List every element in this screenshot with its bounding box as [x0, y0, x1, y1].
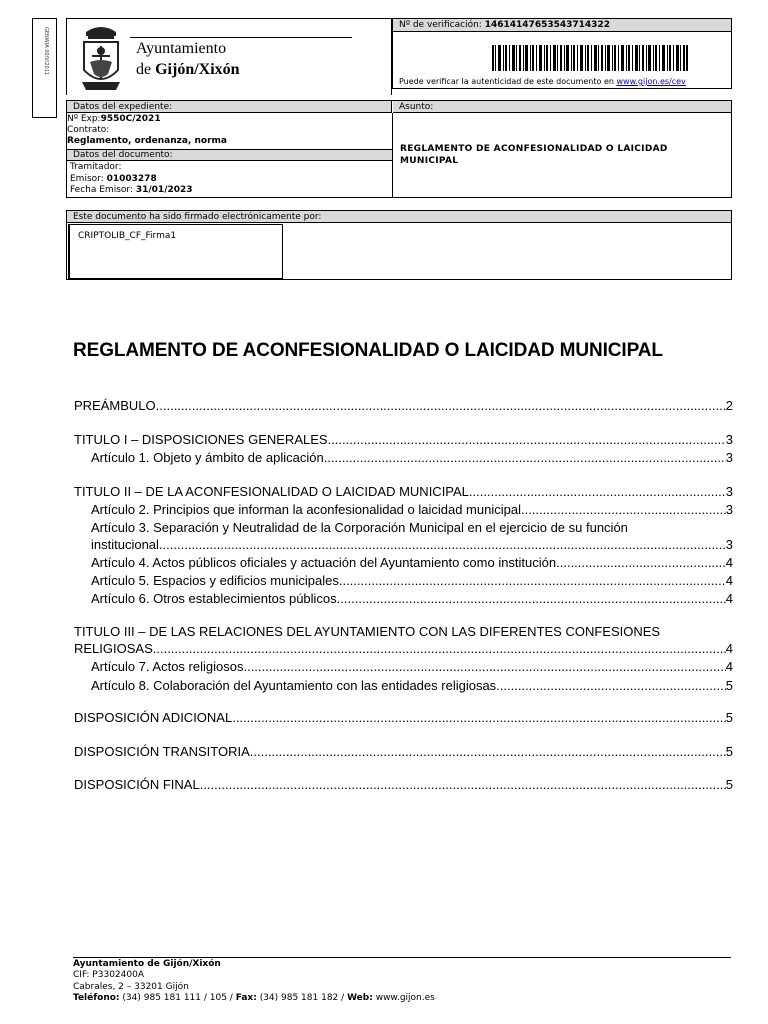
toc-page-number: 3 — [725, 502, 733, 517]
toc-entry-text: institucional — [91, 537, 159, 552]
toc-leader — [337, 590, 726, 608]
toc-entry-text: DISPOSICIÓN ADICIONAL — [74, 710, 233, 725]
side-strip-text: GENWIA 00/V/2011 — [43, 27, 49, 76]
footer-cif: CIF: P3302400A — [73, 970, 144, 980]
toc-page-number: 5 — [725, 710, 733, 725]
ayuntamiento-city — [136, 61, 240, 79]
toc-entry-articulo-6[interactable] — [91, 590, 733, 608]
toc-entry-articulo-4[interactable] — [91, 554, 733, 572]
footer-fax-label: Fax: — [235, 993, 257, 1003]
fecha-emisor-row — [70, 185, 193, 196]
emisor-row — [70, 174, 157, 185]
toc-leader — [324, 449, 726, 467]
footer-org: Ayuntamiento de Gijón/Xixón — [73, 959, 221, 969]
toc-leader — [556, 554, 726, 572]
exp-number-label: Nº Exp: — [67, 114, 101, 124]
logo-rule — [130, 37, 352, 38]
toc-page-number: 3 — [725, 432, 733, 447]
toc-page-number: 2 — [725, 398, 733, 413]
toc-page-number: 4 — [725, 659, 733, 674]
toc-entry-disposicion-transitoria[interactable] — [74, 743, 733, 761]
toc-entry-articulo-3-line-1[interactable]: Artículo 3. Separación y Neutralidad de la Corporación Municipal en el ejercicio de su función — [91, 520, 628, 535]
verification-note-text: Puede verificar la autenticidad de este documento en — [399, 77, 614, 86]
documento-header: Datos del documento: — [67, 149, 392, 161]
side-strip — [32, 18, 57, 118]
toc-entry-articulo-8[interactable] — [91, 677, 733, 695]
toc-entry-text: Artículo 7. Actos religiosos — [91, 659, 244, 674]
emisor-value: 01003278 — [106, 174, 157, 184]
toc-leader — [159, 536, 726, 554]
footer-address: Cabrales, 2 – 33201 Gijón — [73, 982, 189, 992]
expediente-header: Datos del expediente: — [67, 101, 392, 113]
toc-leader — [339, 572, 726, 590]
toc-entry-articulo-2[interactable] — [91, 501, 733, 519]
toc-entry-articulo-1[interactable] — [91, 449, 733, 467]
toc-leader — [156, 397, 726, 415]
toc-entry-text: PREÁMBULO — [74, 398, 156, 413]
contrato-label: Contrato: — [67, 125, 110, 135]
toc-entry-titulo-1[interactable] — [74, 431, 733, 449]
footer-web-label: Web: — [347, 993, 373, 1003]
footer-contact — [73, 993, 435, 1004]
toc-entry-titulo-3-line-1[interactable]: TITULO III – DE LAS RELACIONES DEL AYUNTAMIENTO CON LAS DIFERENTES CONFESIONES — [74, 624, 661, 639]
footer-web-link[interactable]: www.gijon.es — [375, 993, 435, 1003]
toc-page-number: 5 — [725, 744, 733, 759]
toc-leader — [496, 677, 726, 695]
footer-tel-label: Teléfono: — [73, 993, 120, 1003]
toc-entry-disposicion-final[interactable] — [74, 776, 733, 794]
toc-entry-articulo-3[interactable] — [91, 536, 733, 554]
barcode-icon — [492, 45, 688, 71]
toc-leader — [200, 776, 726, 794]
toc-leader — [328, 431, 726, 449]
toc-page-number: 5 — [725, 678, 733, 693]
asunto-line-2: MUNICIPAL — [400, 156, 459, 166]
toc-entry-articulo-7[interactable] — [91, 658, 733, 676]
signature-name: CRIPTOLIB_CF_Firma1 — [78, 231, 177, 241]
toc-page-number: 4 — [725, 573, 733, 588]
contrato-value: Reglamento, ordenanza, norma — [67, 136, 227, 146]
toc-entry-text: RELIGIOSAS — [74, 641, 153, 656]
toc-entry-text: DISPOSICIÓN TRANSITORIA — [74, 744, 250, 759]
toc-entry-text: Artículo 4. Actos públicos oficiales y actuación del Ayuntamiento como institución — [91, 555, 557, 570]
toc-leader — [243, 658, 725, 676]
toc-leader — [469, 483, 726, 501]
toc-entry-text: Artículo 6. Otros establecimientos públicos — [91, 591, 337, 606]
toc-page-number: 3 — [725, 537, 733, 552]
toc-entry-disposicion-adicional[interactable] — [74, 709, 733, 727]
toc-entry-titulo-2[interactable] — [74, 483, 733, 501]
toc-page-number: 4 — [725, 555, 733, 570]
toc-entry-text: Artículo 8. Colaboración del Ayuntamiento con las entidades religiosas — [91, 678, 497, 693]
toc-entry-titulo-3[interactable] — [74, 640, 733, 658]
toc-entry-preambulo[interactable] — [74, 397, 733, 415]
toc-leader — [250, 743, 726, 761]
ayuntamiento-label: Ayuntamiento — [136, 40, 227, 57]
document-title: REGLAMENTO DE ACONFESIONALIDAD O LAICIDAD MUNICIPAL — [73, 340, 663, 361]
toc-leader — [153, 640, 726, 658]
footer-fax-value: (34) 985 181 182 / — [259, 993, 345, 1003]
verification-label: Nº de verificación: — [399, 20, 482, 30]
toc-page-number: 5 — [725, 777, 733, 792]
ayuntamiento-name: Gijón/Xixón — [155, 61, 240, 78]
footer-rule — [73, 957, 731, 958]
fecha-emisor-label: Fecha Emisor: — [70, 185, 133, 195]
asunto-line-1: REGLAMENTO DE ACONFESIONALIDAD O LAICIDAD — [400, 144, 668, 154]
toc-page-number: 3 — [725, 484, 733, 499]
verification-link[interactable]: www.gijon.es/cev — [616, 77, 686, 86]
toc-entry-text: TITULO I – DISPOSICIONES GENERALES — [74, 432, 328, 447]
ayuntamiento-de: de — [136, 61, 152, 78]
emisor-label: Emisor: — [70, 174, 104, 184]
toc-page-number: 4 — [725, 591, 733, 606]
toc-page-number: 3 — [725, 450, 733, 465]
toc-leader — [521, 501, 726, 519]
toc-entry-articulo-5[interactable] — [91, 572, 733, 590]
verification-note — [399, 77, 686, 86]
coat-of-arms-icon — [78, 22, 124, 94]
exp-number-value: 9550C/2021 — [100, 114, 161, 124]
toc-entry-text: DISPOSICIÓN FINAL — [74, 777, 200, 792]
toc-leader — [232, 709, 726, 727]
toc-entry-text: Artículo 5. Espacios y edificios municipales — [91, 573, 339, 588]
footer-tel-value: (34) 985 181 111 / 105 / — [122, 993, 233, 1003]
asunto-text — [400, 143, 668, 167]
exp-number-row — [67, 114, 161, 125]
toc-entry-text: Artículo 1. Objeto y ámbito de aplicación — [91, 450, 324, 465]
asunto-header: Asunto: — [393, 101, 731, 113]
toc-entry-text: Artículo 2. Principios que informan la aconfesionalidad o laicidad municipal — [91, 502, 521, 517]
expediente-divider — [392, 113, 393, 198]
verification-header — [393, 19, 731, 32]
signature-header: Este documento ha sido firmado electrónicamente por: — [67, 211, 731, 223]
verification-number: 14614147653543714322 — [484, 20, 610, 30]
toc-entry-text: TITULO II – DE LA ACONFESIONALIDAD O LAICIDAD MUNICIPAL — [74, 484, 469, 499]
toc-page-number: 4 — [725, 641, 733, 656]
tramitador-label: Tramitador: — [70, 162, 122, 172]
fecha-emisor-value: 31/01/2023 — [135, 185, 193, 195]
